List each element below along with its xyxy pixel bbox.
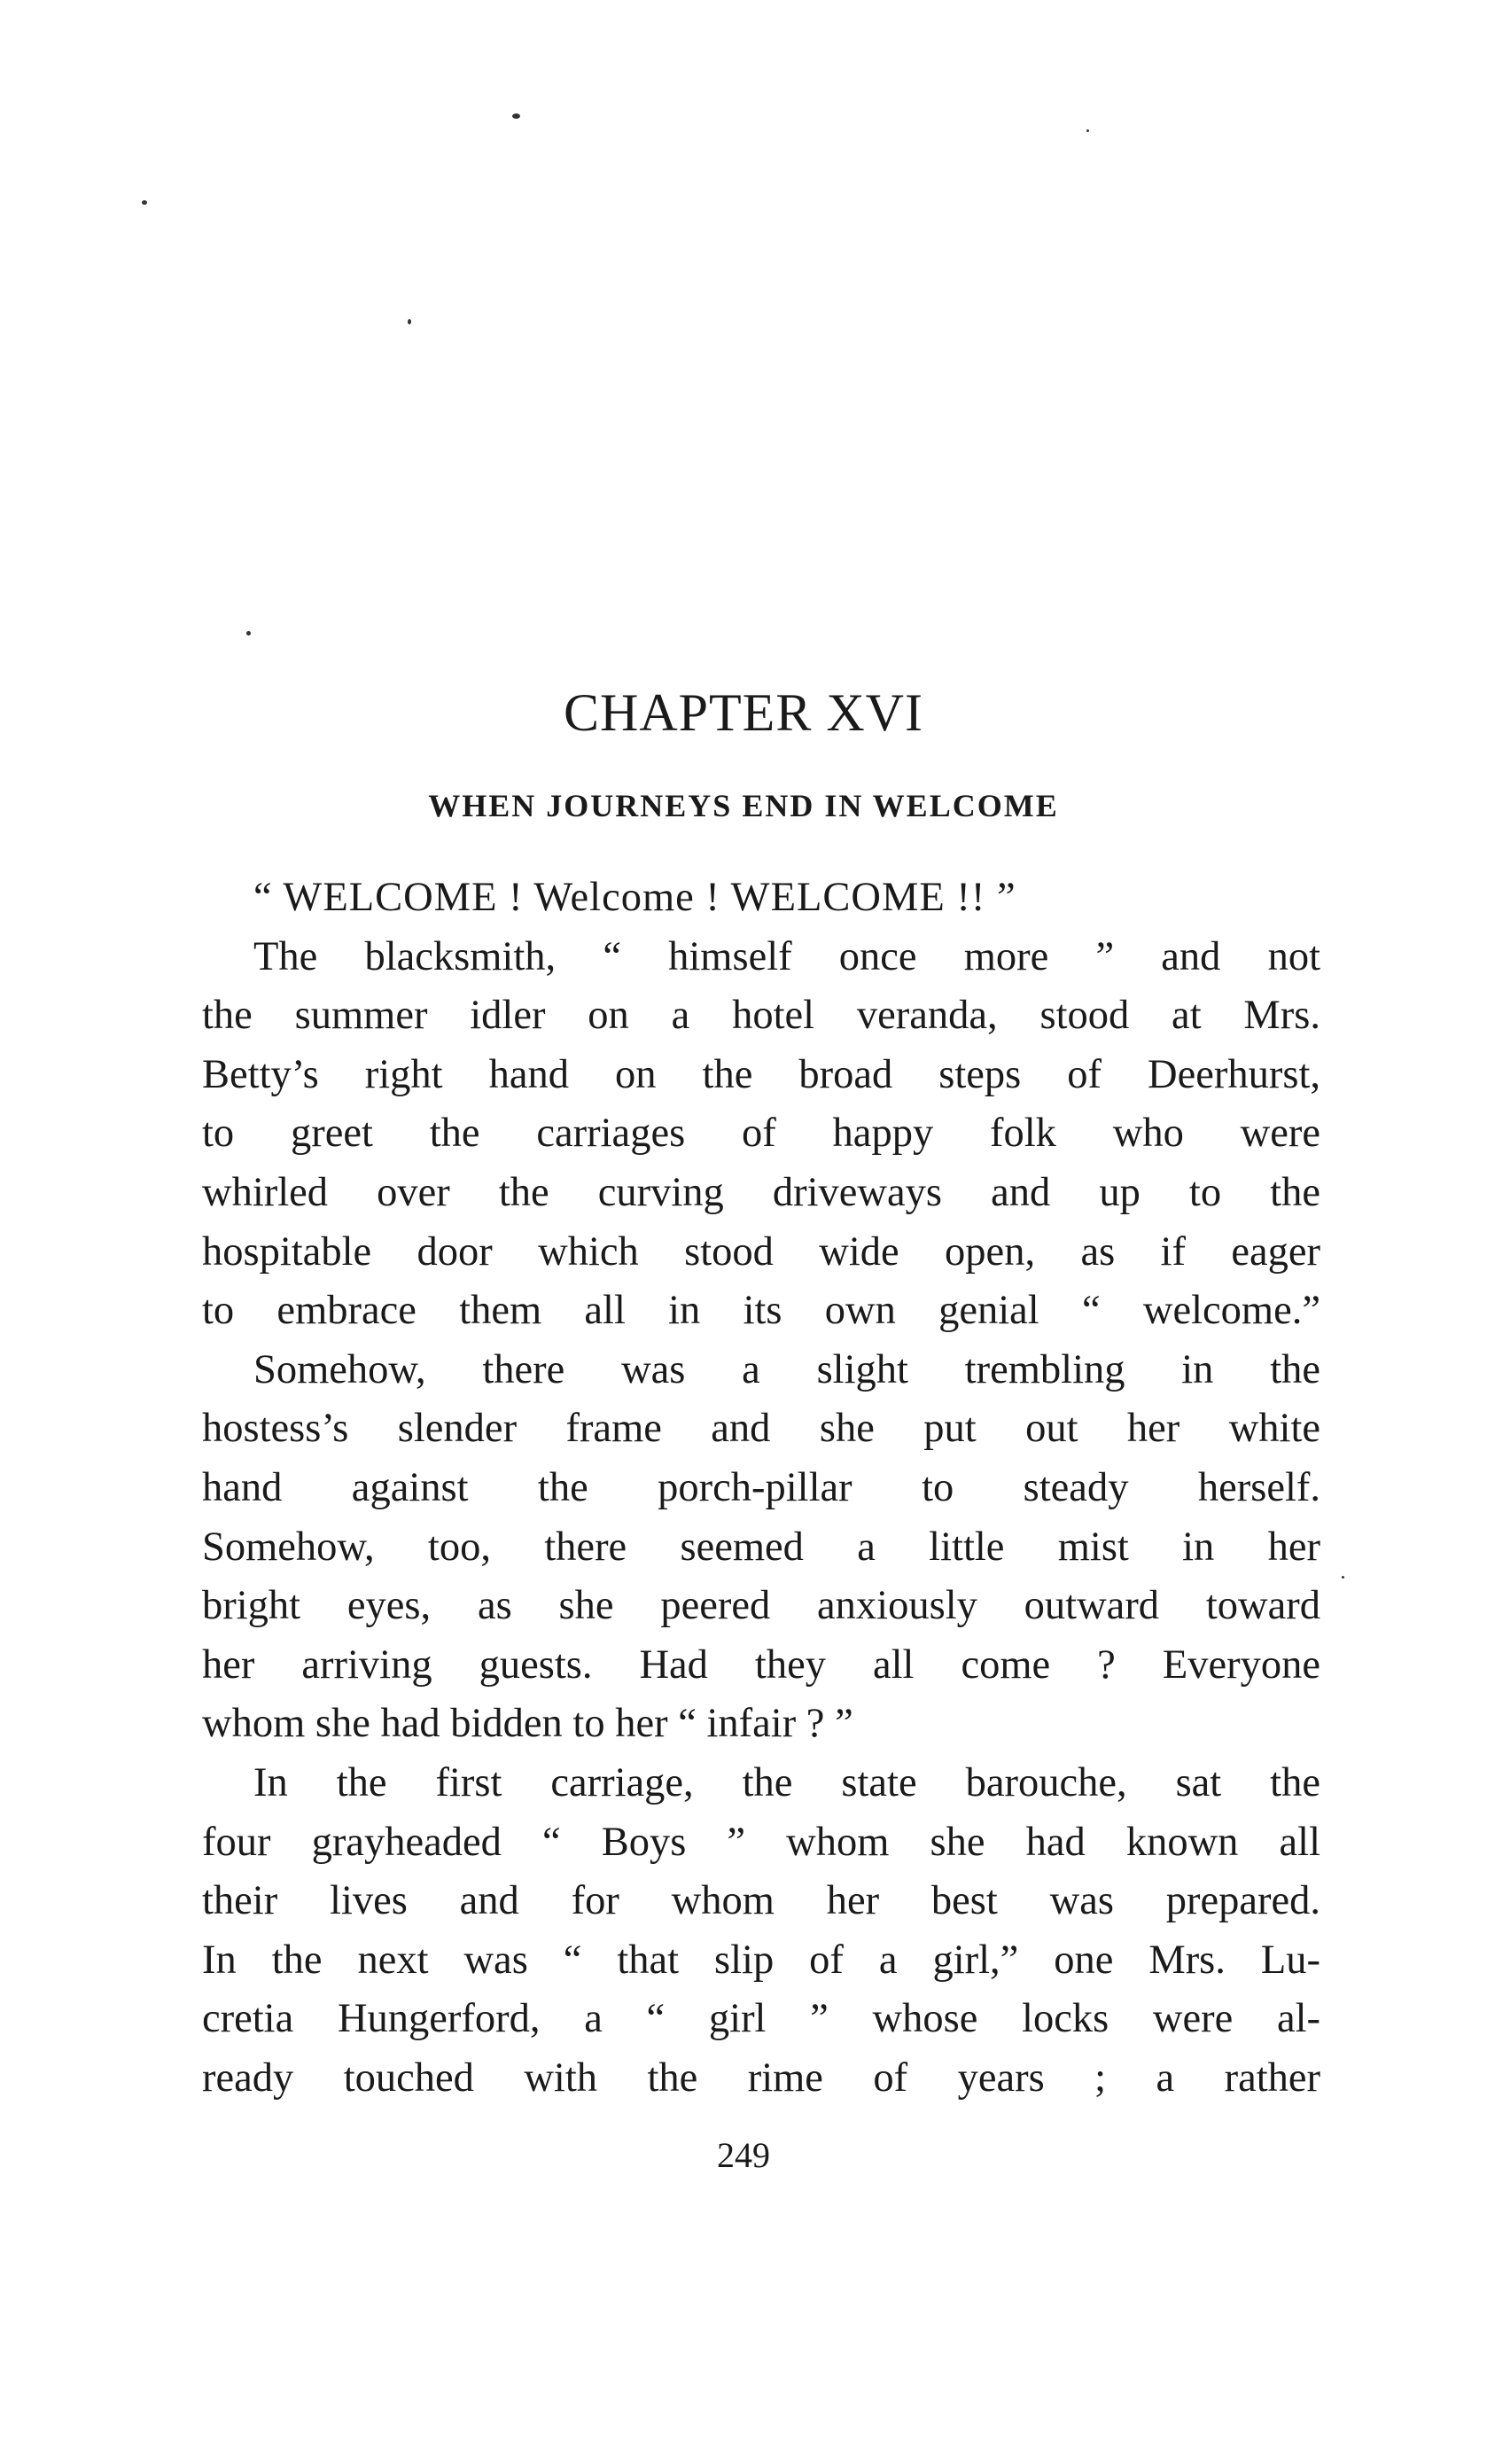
text-line: whirled over the curving driveways and up to the (202, 1169, 1320, 1215)
text-line: whom she had bidden to her “ infair ? ” (202, 1701, 853, 1747)
text-line: their lives and for whom her best was prepared. (202, 1878, 1320, 1924)
page-number: 249 (717, 2135, 770, 2175)
text-line: the summer idler on a hotel veranda, stood at Mrs. (202, 993, 1320, 1039)
text-line: Somehow, there was a slight trembling in the (253, 1346, 1320, 1392)
chapter-number: CHAPTER XVI (563, 683, 923, 742)
text-line: In the next was “ that slip of a girl,” one Mrs. Lu- (202, 1937, 1320, 1983)
text-line: bright eyes, as she peered anxiously outward toward (202, 1583, 1320, 1629)
ink-speck (246, 631, 251, 635)
ink-speck (1086, 129, 1089, 132)
text-line: In the first carriage, the state barouche, sat the (253, 1759, 1320, 1805)
text-line: ready touched with the rime of years ; a rather (202, 2055, 1320, 2101)
text-line: “ WELCOME ! Welcome ! WELCOME !! ” (253, 875, 1016, 920)
ink-speck (1342, 1576, 1344, 1579)
text-line: hostess’s slender frame and she put out her white (202, 1406, 1320, 1452)
ink-speck (408, 319, 411, 324)
text-line: her arriving guests. Had they all come ? Everyone (202, 1641, 1320, 1688)
text-line: hand against the porch-pillar to steady herself. (202, 1464, 1320, 1510)
text-line: four grayheaded “ Boys ” whom she had known all (202, 1819, 1320, 1865)
text-line: Betty’s right hand on the broad steps of Deerhurst, (202, 1051, 1320, 1097)
ink-speck (512, 113, 520, 119)
text-line: The blacksmith, “ himself once more ” and not (253, 933, 1320, 979)
ink-speck (142, 200, 147, 205)
text-line: hospitable door which stood wide open, as if eager (202, 1228, 1320, 1275)
body-text (202, 869, 1320, 2108)
text-line: Somehow, too, there seemed a little mist in her (202, 1524, 1320, 1570)
text-line: to greet the carriages of happy folk who were (202, 1111, 1320, 1157)
text-line: cretia Hungerford, a “ girl ” whose locks were al- (202, 1996, 1320, 2042)
text-line: to embrace them all in its own genial “ welcome.” (202, 1288, 1320, 1334)
chapter-title: WHEN JOURNEYS END IN WELCOME (428, 788, 1059, 823)
